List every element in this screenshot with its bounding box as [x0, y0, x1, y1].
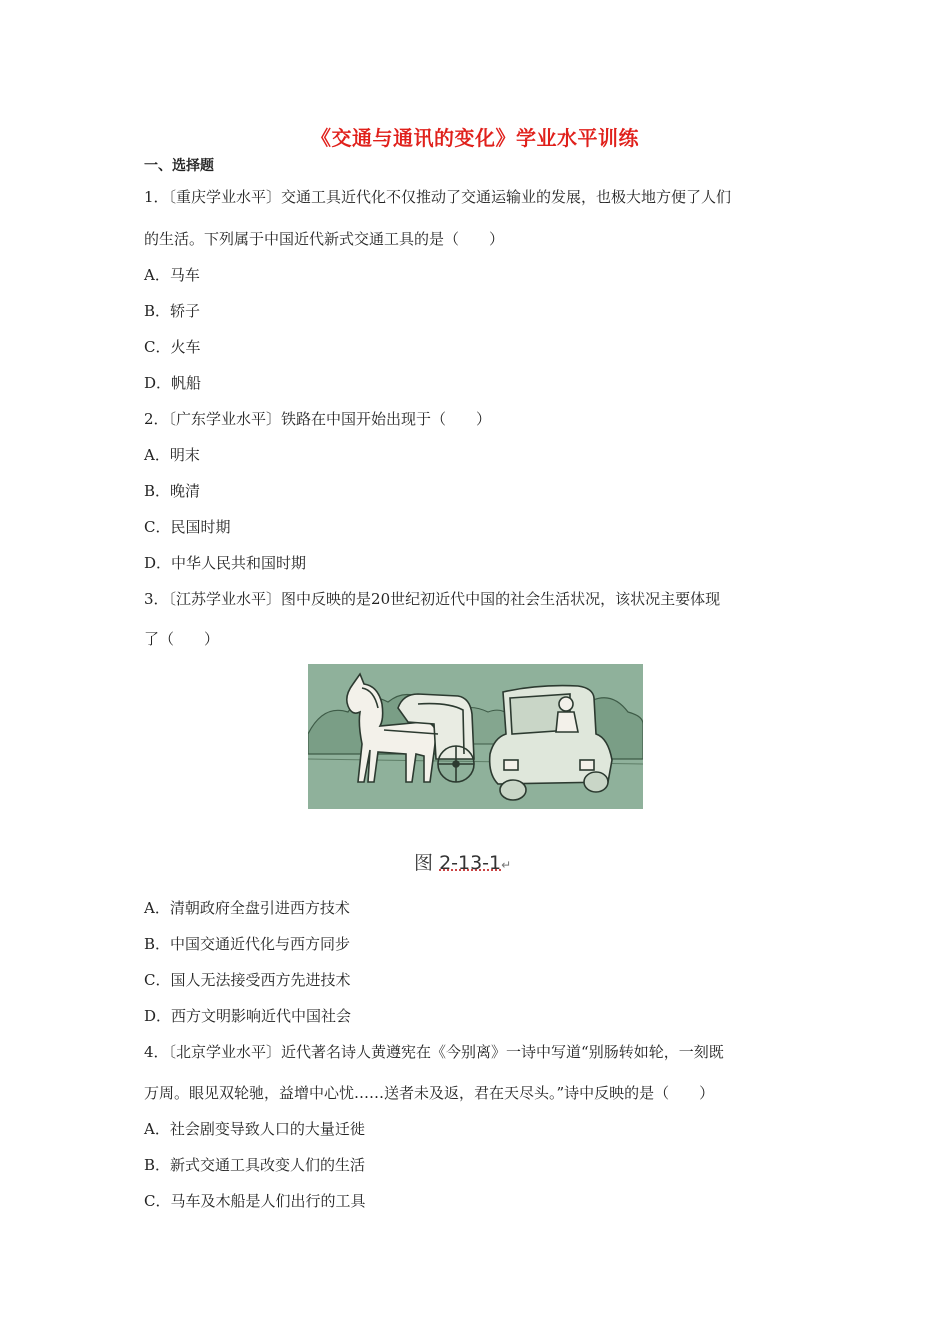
question-1-line-2: 的生活。下列属于中国近代新式交通工具的是（ ）	[144, 230, 505, 248]
question-1-option-a: A．马车	[144, 266, 200, 284]
question-3-option-a: A．清朝政府全盘引进西方技术	[144, 899, 350, 917]
question-2-option-c: C．民国时期	[144, 518, 231, 536]
question-4-option-b: B．新式交通工具改变人们的生活	[144, 1156, 366, 1174]
question-3-option-d: D．西方文明影响近代中国社会	[144, 1007, 352, 1025]
figure-caption-number: 2-13-1	[439, 852, 502, 874]
question-1-option-d: D．帆船	[144, 374, 202, 392]
section-heading: 一、选择题	[144, 158, 214, 174]
illustration-svg	[308, 664, 643, 809]
question-4-line-2: 万周。眼见双轮驰，益增中心忧……送者未及返，君在天尽头。”诗中反映的是（ ）	[144, 1084, 715, 1102]
question-2-option-d: D．中华人民共和国时期	[144, 554, 307, 572]
question-4-option-a: A．社会剧变导致人口的大量迁徙	[144, 1120, 365, 1138]
horse-drawing	[347, 674, 436, 782]
question-3-option-c: C．国人无法接受西方先进技术	[144, 971, 351, 989]
question-1-line-1: 1．〔重庆学业水平〕交通工具近代化不仅推动了交通运输业的发展，也极大地方便了人们	[144, 188, 732, 206]
carriage-and-car-illustration	[308, 664, 643, 809]
paragraph-mark-icon: ↵	[501, 858, 512, 872]
figure-caption	[414, 848, 511, 875]
question-2-option-a: A．明末	[144, 446, 200, 464]
question-1-option-b: B．轿子	[144, 302, 201, 320]
question-2-option-b: B．晚清	[144, 482, 201, 500]
figure-caption-prefix: 图	[414, 852, 434, 874]
question-3-line-1: 3．〔江苏学业水平〕图中反映的是20世纪初近代中国的社会生活状况，该状况主要体现	[144, 590, 721, 608]
question-3-option-b: B．中国交通近代化与西方同步	[144, 935, 351, 953]
page-title: 《交通与通讯的变化》学业水平训练	[311, 126, 639, 150]
car-drawing	[490, 686, 612, 800]
question-4-line-1: 4．〔北京学业水平〕近代著名诗人黄遵宪在《今别离》一诗中写道“别肠转如轮，一刻既	[144, 1043, 724, 1061]
question-3-line-2: 了（ ）	[144, 630, 220, 648]
question-4-option-c: C．马车及木船是人们出行的工具	[144, 1192, 366, 1210]
question-1-option-c: C．火车	[144, 338, 201, 356]
question-2-line-1: 2．〔广东学业水平〕铁路在中国开始出现于（ ）	[144, 410, 492, 428]
